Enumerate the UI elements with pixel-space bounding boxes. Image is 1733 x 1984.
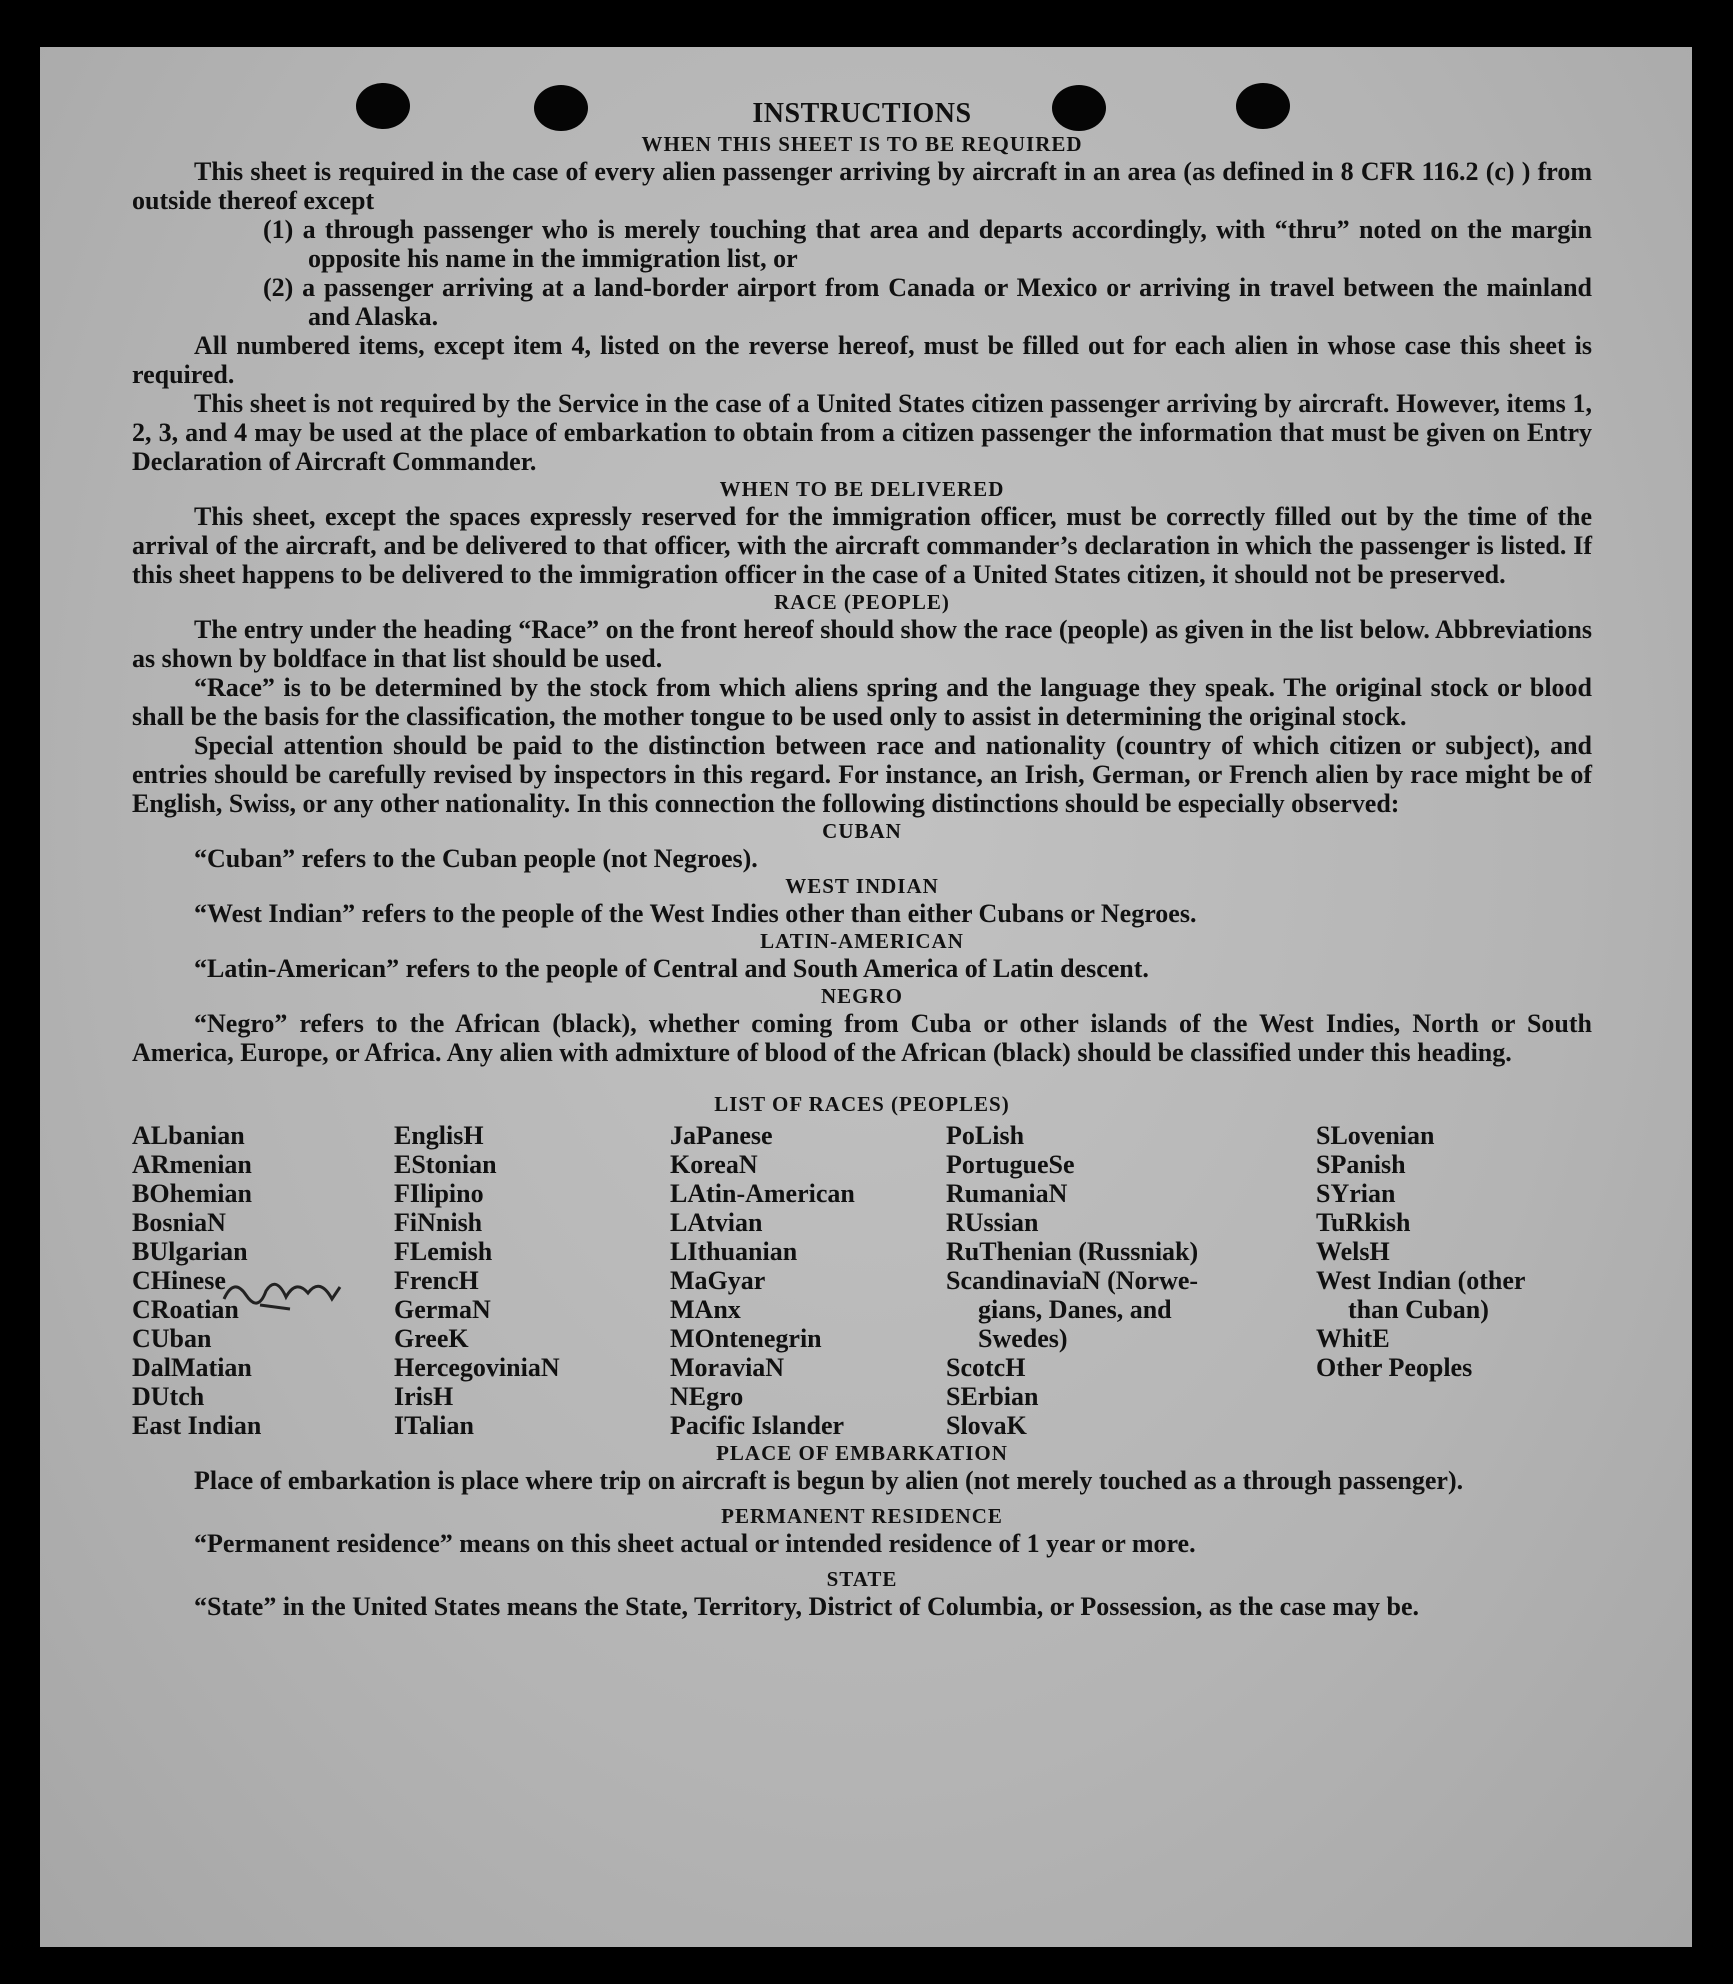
race-item: ITalian [394,1411,474,1440]
race-item: RuThenian (Russniak) [946,1237,1199,1266]
race-item: TuRkish [1316,1208,1411,1237]
section-heading: LATIN-AMERICAN [760,929,964,953]
race-item: SlovaK [946,1411,1027,1440]
instructions-content [132,97,1592,1621]
race-item: SErbian [946,1382,1039,1411]
race-column [1316,1121,1592,1440]
race-item: CRoatian [132,1295,239,1324]
paragraph: This sheet is not required by the Service in the case of a United States citizen passenger arriving by aircraft. However, items 1, 2, 3, and 4 may be used at the place of embarkation to obtain from a citizen passenger the information that must be given on Entry Declaration of Aircraft Commander. [132,389,1592,476]
section-heading: STATE [826,1567,898,1591]
page-title: INSTRUCTIONS [752,98,972,129]
paragraph: “State” in the United States means the State, Territory, District of Columbia, or Possession, as the case may be. [194,1592,1420,1621]
race-item: RumaniaN [946,1179,1068,1208]
race-item: gians, Danes, and [978,1295,1172,1324]
race-item: CHinese [132,1266,226,1295]
race-column [394,1121,670,1440]
race-item: IrisH [394,1382,454,1411]
race-column [132,1121,394,1440]
section-heading: PERMANENT RESIDENCE [721,1504,1003,1528]
section-heading: WHEN TO BE DELIVERED [719,477,1005,501]
document-sheet [40,47,1692,1947]
race-item: MAnx [670,1295,741,1324]
paragraph: The entry under the heading “Race” on the front hereof should show the race (people) as given in the list below. Abbreviations as shown by boldface in that list should be used. [132,615,1592,673]
section-heading: LIST OF RACES (PEOPLES) [714,1092,1010,1116]
race-item: PoLish [946,1121,1025,1150]
race-item: ScandinaviaN (Norwe- [946,1266,1199,1295]
race-column [946,1121,1316,1440]
paragraph: “Negro” refers to the African (black), whether coming from Cuba or other islands of the West Indies, North or South America, Europe, or Africa. Any alien with admixture of blood of the African (black) should be classified under this heading. [132,1009,1592,1067]
race-item: than Cuban) [1348,1295,1489,1324]
race-item: GreeK [394,1324,469,1353]
paragraph: “Permanent residence” means on this sheet actual or intended residence of 1 year or more. [194,1529,1196,1558]
race-item: PortugueSe [946,1150,1075,1179]
race-item: LAtvian [670,1208,763,1237]
paragraph: This sheet, except the spaces expressly reserved for the immigration officer, must be correctly filled out by the time of the arrival of the aircraft, and be delivered to that officer, with the aircraft commander’s declaration in which the passenger is listed. If this sheet happens to be delivered to the immigration officer in the case of a United States citizen, it should not be preserved. [132,502,1592,589]
race-item: MOntenegrin [670,1324,822,1353]
race-item: ALbanian [132,1121,245,1150]
race-item: DalMatian [132,1353,252,1382]
race-item: FrencH [394,1266,479,1295]
race-list [132,1121,1592,1440]
race-item: BUlgarian [132,1237,248,1266]
race-item: DUtch [132,1382,205,1411]
race-item: Pacific Islander [670,1411,845,1440]
race-item: HercegoviniaN [394,1353,560,1382]
race-item: SPanish [1316,1150,1406,1179]
section-heading: NEGRO [820,984,903,1008]
race-item: East Indian [132,1411,262,1440]
paragraph: Special attention should be paid to the distinction between race and nationality (country of which citizen or subject), and entries should be carefully revised by inspectors in this regard. For instance, an Irish, German, or French alien by race might be of English, Swiss, or any other nationality. In this connection the following distinctions should be especially observed: [132,731,1592,818]
section-heading: WHEN THIS SHEET IS TO BE REQUIRED [641,132,1083,156]
race-item: Other Peoples [1316,1353,1473,1382]
section-heading: PLACE OF EMBARKATION [716,1441,1008,1465]
paragraph: This sheet is required in the case of every alien passenger arriving by aircraft in an area (as defined in 8 CFR 116.2 (c) ) from outside thereof except [132,157,1592,215]
race-item: FLemish [394,1237,493,1266]
race-item: LIthuanian [670,1237,798,1266]
race-item: ARmenian [132,1150,252,1179]
race-item: MaGyar [670,1266,766,1295]
race-item: EStonian [394,1150,497,1179]
race-item: BOhemian [132,1179,252,1208]
section-heading: WEST INDIAN [785,874,939,898]
paragraph: Place of embarkation is place where trip on aircraft is begun by alien (not merely touched as a through passenger). [194,1466,1464,1495]
list-item: (1) a through passenger who is merely touching that area and departs accordingly, with “thru” noted on the margin opposite his name in the immigration list, or [263,215,1592,273]
race-item: ScotcH [946,1353,1026,1382]
paragraph: “Cuban” refers to the Cuban people (not Negroes). [194,844,758,873]
race-item: KoreaN [670,1150,758,1179]
race-item: NEgro [670,1382,744,1411]
race-item: MoraviaN [670,1353,785,1382]
race-item: EnglisH [394,1121,484,1150]
race-item: FIlipino [394,1179,484,1208]
race-item: RUssian [946,1208,1039,1237]
race-item: West Indian (other [1316,1266,1526,1295]
paragraph: “Race” is to be determined by the stock from which aliens spring and the language they speak. The original stock or blood shall be the basis for the classification, the mother tongue to be used only to assist in determining the original stock. [132,673,1592,731]
race-item: JaPanese [670,1121,773,1150]
race-item: FiNnish [394,1208,483,1237]
race-item: SLovenian [1316,1121,1435,1150]
race-item: GermaN [394,1295,491,1324]
section-heading: RACE (PEOPLE) [774,590,950,614]
race-item: CUban [132,1324,212,1353]
list-item: (2) a passenger arriving at a land-border airport from Canada or Mexico or arriving in travel between the mainland and Alaska. [263,273,1592,331]
paragraph: “Latin-American” refers to the people of Central and South America of Latin descent. [194,954,1149,983]
section-heading: CUBAN [822,819,902,843]
race-item: LAtin-American [670,1179,855,1208]
race-item: Swedes) [978,1324,1068,1353]
race-item: BosniaN [132,1208,226,1237]
race-item: WhitE [1316,1324,1390,1353]
race-item: WelsH [1316,1237,1390,1266]
race-item: SYrian [1316,1179,1396,1208]
paragraph: All numbered items, except item 4, listed on the reverse hereof, must be filled out for each alien in whose case this sheet is required. [132,331,1592,389]
race-column [670,1121,946,1440]
paragraph: “West Indian” refers to the people of the West Indies other than either Cubans or Negroes. [194,899,1197,928]
